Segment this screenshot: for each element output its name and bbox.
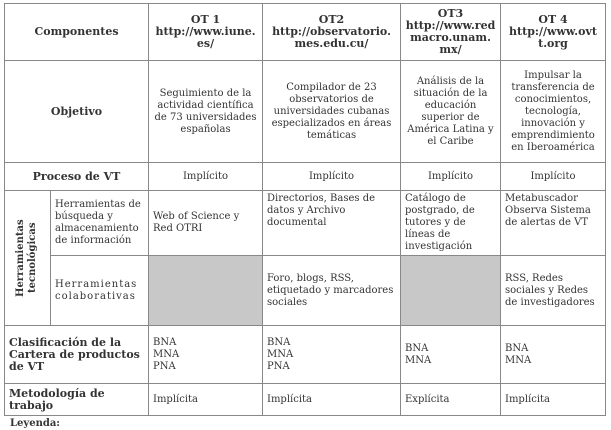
header-ot3	[401, 4, 501, 61]
ot-url: http://www.redmacro.unam.mx/	[405, 19, 496, 56]
row-clasificacion	[5, 326, 606, 384]
cell: Implícita	[263, 384, 401, 416]
header-row	[5, 4, 606, 61]
row-label: Proceso de VT	[5, 163, 149, 191]
cell: Implícito	[149, 163, 263, 191]
herramientas-group-label	[5, 191, 51, 326]
cell: Implícito	[263, 163, 401, 191]
header-ot4	[501, 4, 606, 61]
cell: Compilador de 23 observatorios de universidades cubanas especializados en áreas temáticas	[263, 61, 401, 163]
comparison-table	[4, 3, 606, 416]
cell: Implícito	[501, 163, 606, 191]
cell: Explícita	[401, 384, 501, 416]
row-label: Objetivo	[5, 61, 149, 163]
row-label: Herramientas de búsqueda y almacenamiento de información	[51, 191, 149, 256]
ot-title: OT2	[318, 13, 345, 26]
cell: Metabuscador Observa Sistema de alertas de VT	[501, 191, 606, 256]
cell-text: BNA MNA	[405, 342, 432, 366]
header-ot2	[263, 4, 401, 61]
ot-url: http://observatorio.mes.edu.cu/	[272, 25, 391, 50]
row-herramientas-colaborativas	[5, 256, 606, 326]
empty-cell	[401, 256, 501, 326]
ot-title: OT 4	[538, 13, 568, 26]
cell: Análisis de la situación de la educación superior de América Latina y el Caribe	[401, 61, 501, 163]
cell: Directorios, Bases de datos y Archivo documental	[263, 191, 401, 256]
cell: Implícita	[501, 384, 606, 416]
row-label: Metodología de trabajo	[5, 384, 149, 416]
legend-label: Leyenda:	[10, 418, 60, 429]
header-ot1	[149, 4, 263, 61]
cell: Web of Science y Red OTRI	[149, 191, 263, 256]
row-proceso	[5, 163, 606, 191]
cell	[401, 326, 501, 384]
ot-url: http://www.ovtt.org	[509, 25, 597, 50]
row-herramientas-busqueda	[5, 191, 606, 256]
header-componentes: Componentes	[5, 4, 149, 61]
cell: Foro, blogs, RSS, etiquetado y marcadores sociales	[263, 256, 401, 326]
ot-title: OT 1	[190, 13, 221, 26]
cell: Implícito	[401, 163, 501, 191]
cell: Impulsar la transferencia de conocimientos, tecnología, innovación y emprendimiento en Iberoamérica	[501, 61, 606, 163]
cell-text: BNA MNA PNA	[153, 336, 180, 372]
cell: Implícita	[149, 384, 263, 416]
ot-url: http://www.iune.es/	[155, 25, 256, 50]
cell: Seguimiento de la actividad científica de 73 universidades españolas	[149, 61, 263, 163]
row-label: Clasificación de la Cartera de productos de VT	[5, 326, 149, 384]
row-label: Herramientas colaborativas	[51, 256, 149, 326]
cell-text: BNA MNA PNA	[267, 336, 294, 372]
empty-cell	[149, 256, 263, 326]
cell: Catálogo de postgrado, de tutores y de líneas de investigación	[401, 191, 501, 256]
row-objetivo	[5, 61, 606, 163]
row-metodologia	[5, 384, 606, 416]
group-label-text: Herramientas tecnológicas	[14, 219, 38, 297]
cell	[149, 326, 263, 384]
cell: RSS, Redes sociales y Redes de investigadores	[501, 256, 606, 326]
cell	[263, 326, 401, 384]
cell	[501, 326, 606, 384]
ot-title: OT3	[437, 7, 464, 20]
cell-text: BNA MNA	[505, 342, 532, 366]
